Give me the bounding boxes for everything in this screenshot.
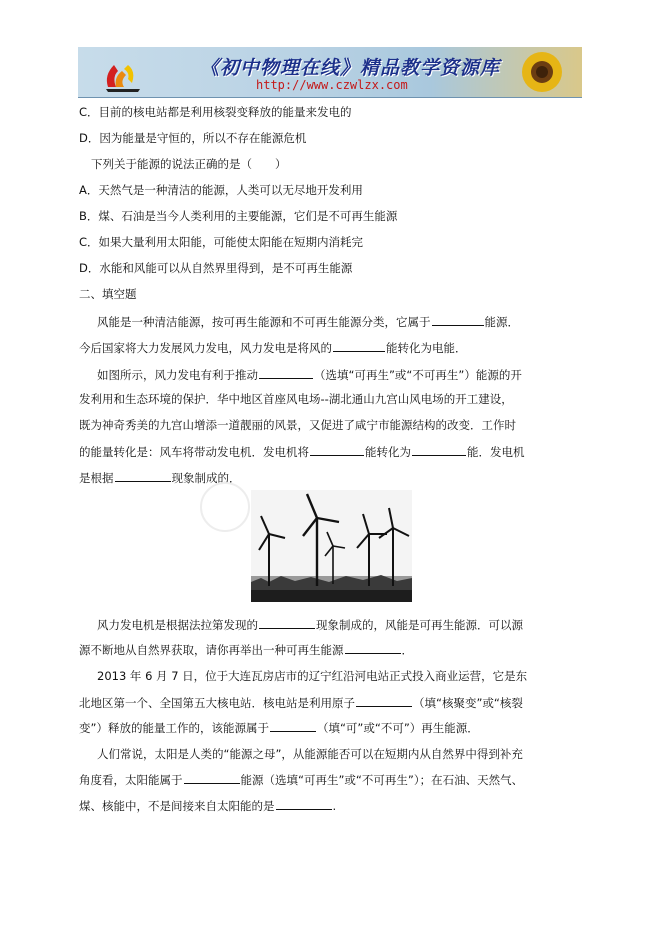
blank-field [310,443,364,456]
p4-text-a: 北地区第一个、全国第五大核电站．核电站是利用原子 [79,696,355,710]
p3-line1 [97,616,523,633]
blank-field [115,469,171,482]
p3-text-d: ． [401,643,413,657]
p2-line1 [97,366,522,383]
p5-text-b: 能源（选填“可再生”或“不可再生”）；在石油、天然气、 [240,773,524,787]
p4-line2 [79,694,523,711]
banner-url[interactable]: http://www.czwlzx.com [256,78,408,92]
p2-line3: 既为神奇秀美的九宫山增添一道靓丽的风景，又促进了咸宁市能源结构的改变．工作时 [79,418,516,432]
p5-line1: 人们常说，太阳是人类的“能源之母”，从能源能否可以在短期内从自然界中得到补充 [97,747,523,761]
p2-text-e: 能．发电机 [467,445,525,459]
p5-line3 [79,797,336,814]
p3-text-b: 现象制成的，风能是可再生能源．可以源 [316,618,523,632]
p2-text-a: 如图所示，风力发电有利于推动 [97,368,258,382]
p1-text-d: 能转化为电能． [386,341,467,355]
p1-line1 [97,313,519,330]
watermark-logo [200,482,250,532]
blank-field [259,366,313,379]
blank-field [276,797,332,810]
p1-text-b: 能源． [484,315,519,329]
p3-text-c: 源不断地从自然界获取，请你再举出一种可再生能源 [79,643,344,657]
p4-text-b: （填“核聚变”或“核裂 [413,696,523,710]
p1-text-a: 风能是一种清洁能源，按可再生能源和不可再生能源分类，它属于 [97,315,431,329]
option-b: B．煤、石油是当今人类利用的主要能源，它们是不可再生能源 [79,209,398,223]
p2-text-b: （选填“可再生”或“不可再生”）能源的开 [314,368,522,382]
p2-line4 [79,443,525,460]
blank-field [184,771,240,784]
p2-text-g: 现象制成的． [171,471,241,485]
blank-field [270,719,316,732]
banner-title: 《初中物理在线》精品教学资源库 [200,57,501,79]
p2-text-f: 是根据 [79,471,114,485]
section-heading: 二、填空题 [79,287,137,301]
option-c: C．如果大量利用太阳能，可能使太阳能在短期内消耗完 [79,235,364,249]
p1-text-c: 今后国家将大力发展风力发电，风力发电是将风的 [79,341,332,355]
p4-line3 [79,719,479,736]
p4-text-c: 变”）释放的能量工作的，该能源属于 [79,721,269,735]
question-stem: 下列关于能源的说法正确的是（ ） [91,157,287,171]
p5-line2 [79,771,523,788]
p5-text-a: 角度看，太阳能属于 [79,773,183,787]
p5-text-d: . [332,799,337,813]
p1-line2 [79,339,467,356]
blank-field [259,616,315,629]
option-a: A．天然气是一种清洁的能源，人类可以无尽地开发利用 [79,183,363,197]
blank-field [432,313,484,326]
p5-text-c: 煤、核能中，不是间接来自太阳能的是 [79,799,275,813]
blank-field [345,641,401,654]
blank-field [356,694,412,707]
option-c-line: C．目前的核电站都是利用核裂变释放的能量来发电的 [79,105,352,119]
p4-line1: 2013 年 6 月 7 日，位于大连瓦房店市的辽宁红沿河电站正式投入商业运营，它是东 [97,669,528,683]
p2-text-d: 能转化为 [365,445,411,459]
blank-field [333,339,385,352]
header-banner [78,47,582,98]
blank-field [412,443,466,456]
p2-line2: 发利用和生态环境的保护．华中地区首座风电场--湖北通山九宫山风电场的开工建设， [79,392,513,406]
p4-text-d: （填“可”或“不可”）再生能源． [316,721,479,735]
p3-text-a: 风力发电机是根据法拉第发现的 [97,618,258,632]
option-d-line: D．因为能量是守恒的，所以不存在能源危机 [79,131,307,145]
p3-line2 [79,641,413,658]
sunflower-image [516,50,568,94]
wind-turbine-figure [251,490,412,602]
p2-text-c: 的能量转化是：风车将带动发电机．发电机将 [79,445,309,459]
option-d: D．水能和风能可以从自然界里得到，是不可再生能源 [79,261,353,275]
site-logo [102,53,144,93]
